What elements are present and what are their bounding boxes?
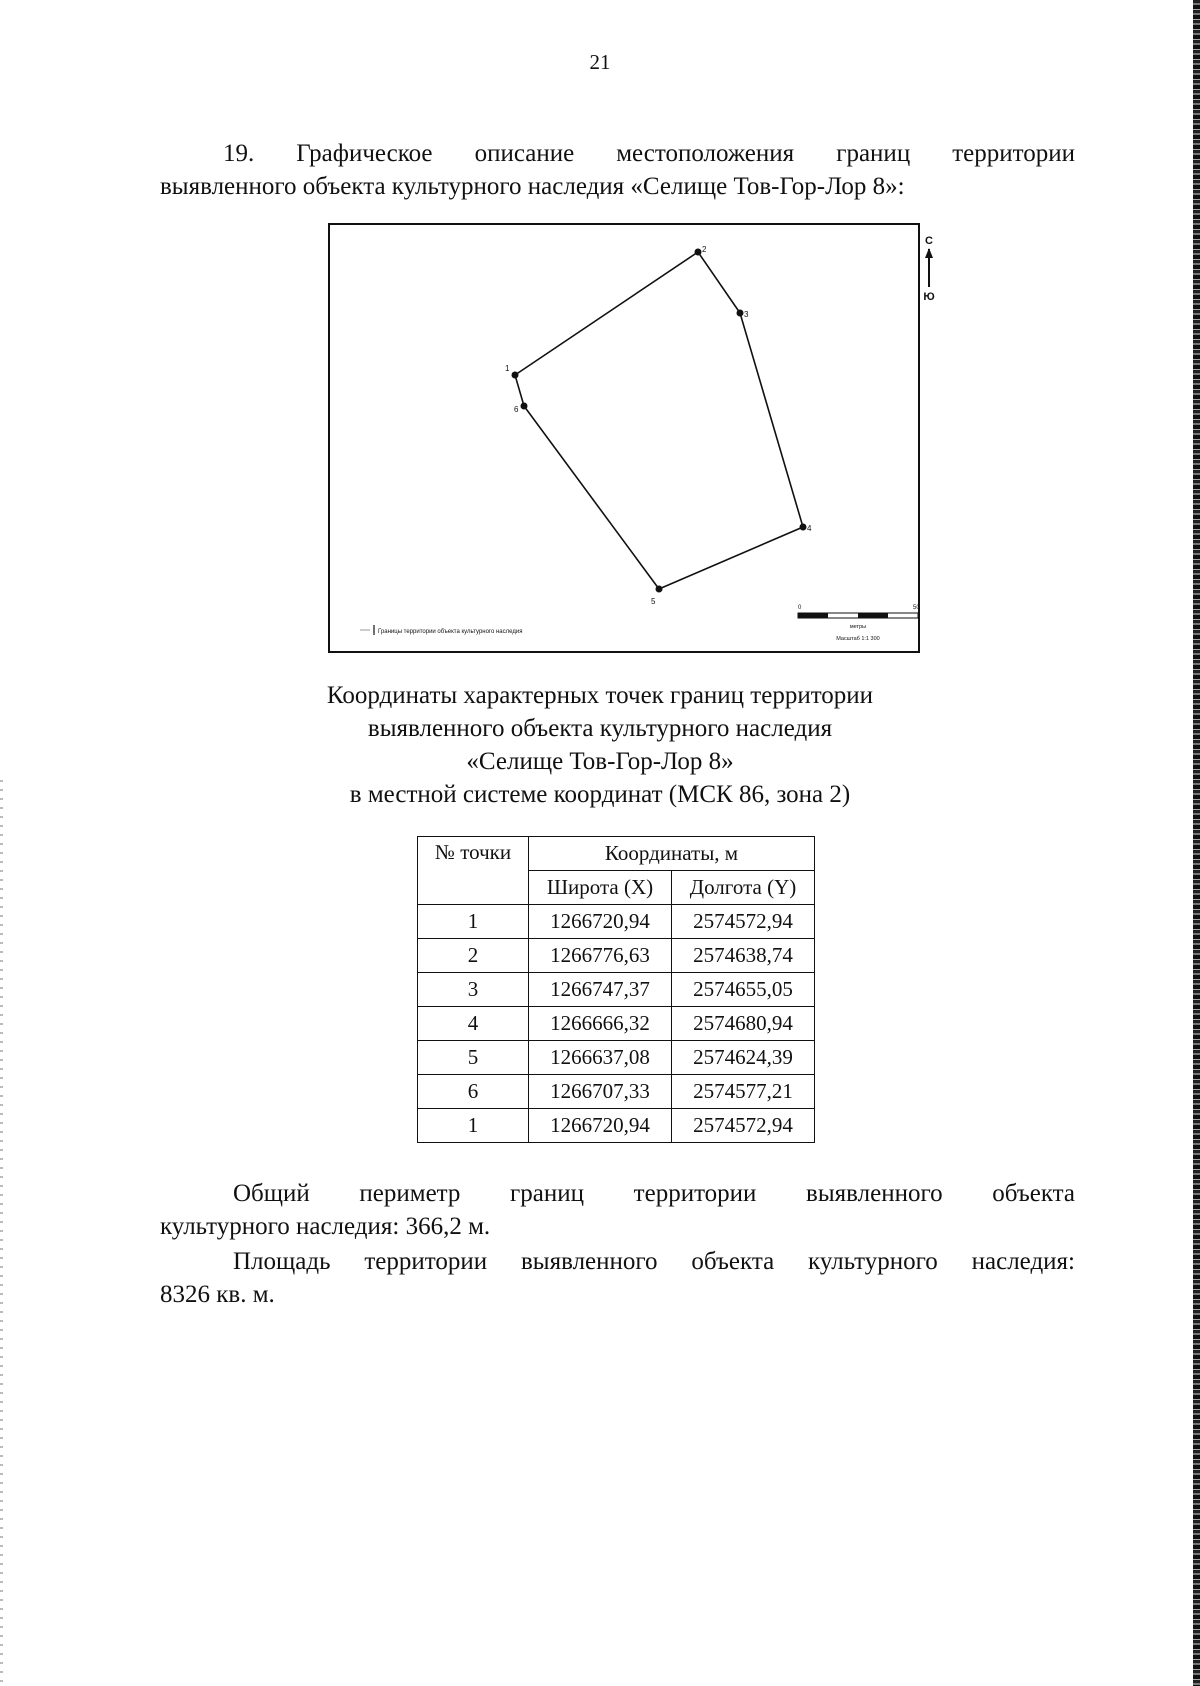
- heading-line-2: выявленного объекта культурного наследия «Селище Тов-Гор-Лор 8»:: [160, 173, 905, 200]
- table-row: [418, 973, 815, 1007]
- cell-point: 3: [418, 973, 529, 1007]
- cell-x: 1266666,32: [529, 1007, 672, 1041]
- header-coordinates: Координаты, м: [529, 837, 815, 871]
- table-row: [418, 1075, 815, 1109]
- table-row: [418, 1041, 815, 1075]
- area-line-2: 8326 кв. м.: [160, 1281, 275, 1308]
- perimeter-line-1: Общий периметр границ территории выявленного объекта: [233, 1180, 1075, 1207]
- header-longitude-y: Долгота (Y): [672, 871, 815, 905]
- legend: [360, 625, 522, 635]
- cell-x: 1266747,37: [529, 973, 672, 1007]
- vertex-marker-5: [656, 586, 663, 593]
- cell-point: 5: [418, 1041, 529, 1075]
- vertex-marker-4: [800, 524, 807, 531]
- boundary-vertices: [512, 249, 807, 593]
- cell-point: 1: [418, 905, 529, 939]
- boundary-polygon: [515, 252, 803, 589]
- header-point-number: № точки: [418, 837, 529, 905]
- cell-x: 1266776,63: [529, 939, 672, 973]
- south-label: Ю: [923, 291, 935, 303]
- cell-point: 6: [418, 1075, 529, 1109]
- vertex-label-3: 3: [744, 310, 749, 319]
- boundary-map-svg: [330, 225, 935, 651]
- boundary-map: [328, 223, 935, 653]
- scan-edge-left: [0, 780, 3, 1686]
- north-label: С: [925, 235, 933, 247]
- vertex-marker-2: [695, 249, 702, 256]
- cell-x: 1266637,08: [529, 1041, 672, 1075]
- coordinates-title: [0, 679, 1200, 811]
- table-row: [418, 905, 815, 939]
- vertex-label-2: 2: [702, 245, 707, 254]
- scale-end-label: 50: [913, 605, 920, 611]
- cell-y: 2574572,94: [672, 905, 815, 939]
- page-number: 21: [589, 50, 611, 74]
- vertex-marker-6: [521, 403, 528, 410]
- cell-x: 1266720,94: [529, 905, 672, 939]
- coordinates-title-line-1: Координаты характерных точек границ территории: [326, 682, 874, 709]
- summary-block: [160, 1177, 1075, 1311]
- scale-ratio-label: Масштаб 1:1 300: [836, 636, 880, 642]
- cell-x: 1266707,33: [529, 1075, 672, 1109]
- cell-y: 2574655,05: [672, 973, 815, 1007]
- coordinates-title-line-3: «Селище Тов-Гор-Лор 8»: [466, 748, 734, 775]
- cell-y: 2574624,39: [672, 1041, 815, 1075]
- header-latitude-x: Широта (X): [529, 871, 672, 905]
- scale-unit-label: метры: [849, 624, 867, 630]
- cell-y: 2574638,74: [672, 939, 815, 973]
- heading-line-1: 19. Графическое описание местоположения границ территории: [223, 140, 1075, 167]
- cell-point: 2: [418, 939, 529, 973]
- legend-text: Границы территории объекта культурного наследия: [378, 629, 523, 635]
- table-row: [418, 1109, 815, 1143]
- vertex-label-1: 1: [505, 364, 510, 373]
- table-row: [418, 1007, 815, 1041]
- scale-start-label: 0: [798, 605, 802, 611]
- cell-y: 2574572,94: [672, 1109, 815, 1143]
- coordinates-title-line-2: выявленного объекта культурного наследия: [367, 715, 833, 742]
- cell-y: 2574577,21: [672, 1075, 815, 1109]
- scan-edge-right: [1193, 0, 1200, 1686]
- cell-point: 1: [418, 1109, 529, 1143]
- scale-bar: [798, 605, 920, 642]
- vertex-label-4: 4: [807, 524, 812, 533]
- table-header-row: [418, 837, 815, 871]
- north-arrow: [923, 235, 934, 303]
- perimeter-line-2: культурного наследия: 366,2 м.: [160, 1213, 491, 1240]
- vertex-marker-1: [512, 372, 519, 379]
- table-row: [418, 939, 815, 973]
- cell-point: 4: [418, 1007, 529, 1041]
- coordinates-title-line-4: в местной системе координат (МСК 86, зона 2): [349, 781, 851, 808]
- coordinates-table: [417, 836, 815, 1143]
- cell-x: 1266720,94: [529, 1109, 672, 1143]
- cell-y: 2574680,94: [672, 1007, 815, 1041]
- area-line-1: Площадь территории выявленного объекта культурного наследия:: [233, 1248, 1075, 1275]
- vertex-label-5: 5: [651, 597, 656, 606]
- section-heading: [160, 137, 1075, 203]
- vertex-marker-3: [737, 310, 744, 317]
- vertex-label-6: 6: [514, 405, 519, 414]
